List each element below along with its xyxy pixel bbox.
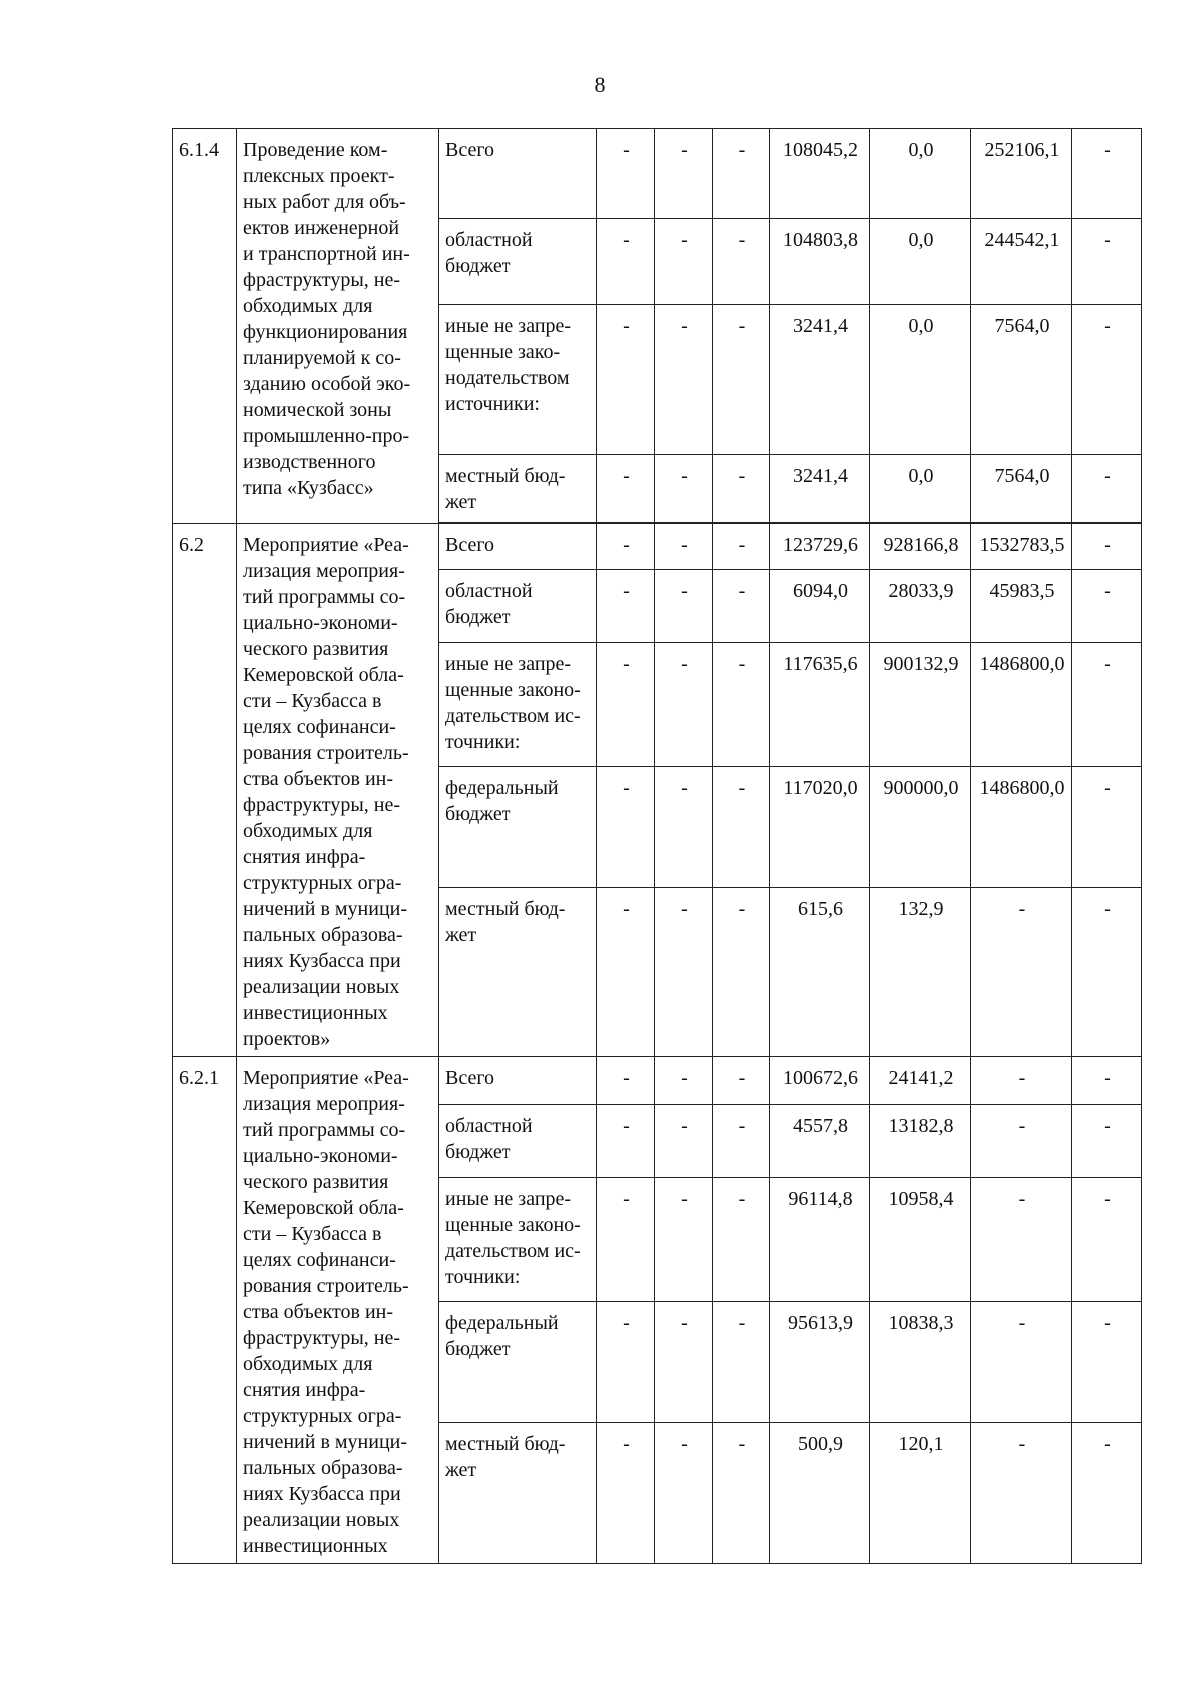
table-cell: - [1072,455,1142,523]
table-cell: - [655,1105,713,1177]
table-cell: - [971,1423,1072,1564]
table-cell: - [597,524,655,570]
funding-source: Всего [439,524,597,570]
table-row [173,129,1142,219]
table-cell: - [1072,888,1142,1057]
table-cell: - [1072,1423,1142,1564]
table-cell: - [713,455,770,523]
table-cell: 104803,8 [770,219,870,305]
table-cell: - [655,129,713,219]
table-cell: - [597,767,655,888]
funding-source: областной бюджет [439,1105,597,1177]
table-cell: 117635,6 [770,642,870,767]
funding-source: местный бюд- жет [439,1423,597,1564]
table-cell: - [971,1177,1072,1302]
table-cell: 615,6 [770,888,870,1057]
table-cell: 96114,8 [770,1177,870,1302]
table-cell: 928166,8 [870,524,971,570]
table-cell: - [1072,219,1142,305]
table-row [173,524,1142,570]
funding-source: иные не запре- щенные законо- дательством ис- точники: [439,1177,597,1302]
table-cell: - [713,1423,770,1564]
table-cell: 123729,6 [770,524,870,570]
table-cell: 1486800,0 [971,642,1072,767]
table-cell: - [655,1423,713,1564]
table-cell: - [597,219,655,305]
table-cell: - [1072,1057,1142,1105]
table-cell: - [655,767,713,888]
table-cell: - [655,455,713,523]
table-cell: 28033,9 [870,570,971,642]
table-cell: - [713,642,770,767]
funding-source: местный бюд- жет [439,888,597,1057]
table-cell: 117020,0 [770,767,870,888]
table-cell: - [713,1105,770,1177]
funding-source: областной бюджет [439,219,597,305]
table-cell: - [1072,1302,1142,1423]
table-cell: - [597,1105,655,1177]
table-cell: - [1072,767,1142,888]
table-cell: 0,0 [870,219,971,305]
table-cell: - [655,570,713,642]
table-cell: 132,9 [870,888,971,1057]
table-cell: 13182,8 [870,1105,971,1177]
table-cell: - [713,570,770,642]
item-code: 6.2 [173,524,237,1057]
table-cell: - [713,219,770,305]
table-cell: - [655,642,713,767]
table-cell: 108045,2 [770,129,870,219]
table-cell: 7564,0 [971,455,1072,523]
item-title: Мероприятие «Реа- лизация мероприя- тий программы со- циально-экономи- ческого развития Кемеровской обла- сти – Кузбасса в целях софинанси- рования строитель- ства объектов ин- фраструктуры, не- обходимых для снятия инфра- структурных огра- ничений в муници- пальных образова- ниях Кузбасса при реализации новых инвестиционных проектов» [237,524,439,1057]
funding-source: Всего [439,1057,597,1105]
table-cell: - [1072,1177,1142,1302]
table-cell: - [655,524,713,570]
table-cell: 3241,4 [770,455,870,523]
table-cell: 100672,6 [770,1057,870,1105]
table-cell: - [971,888,1072,1057]
table-cell: 10838,3 [870,1302,971,1423]
table-cell: - [713,129,770,219]
funding-source: иные не запре- щенные зако- нодательством источники: [439,305,597,455]
table-row [173,1057,1142,1105]
table-cell: - [713,1302,770,1423]
funding-source: Всего [439,129,597,219]
item-title: Мероприятие «Реа- лизация мероприя- тий программы со- циально-экономи- ческого развития Кемеровской обла- сти – Кузбасса в целях софинанси- рования строитель- ства объектов ин- фраструктуры, не- обходимых для снятия инфра- структурных огра- ничений в муници- пальных образова- ниях Кузбасса при реализации новых инвестиционных [237,1057,439,1564]
item-code: 6.2.1 [173,1057,237,1564]
table-cell: - [597,305,655,455]
table-cell: - [597,888,655,1057]
table-cell: - [597,1177,655,1302]
table-cell: 1486800,0 [971,767,1072,888]
table-cell: 3241,4 [770,305,870,455]
budget-table [172,128,1142,1564]
table-cell: 45983,5 [971,570,1072,642]
funding-source: областной бюджет [439,570,597,642]
table-cell: - [1072,570,1142,642]
table-cell: - [713,305,770,455]
table-cell: 252106,1 [971,129,1072,219]
table-cell: - [655,1177,713,1302]
table-cell: - [971,1302,1072,1423]
table-cell: - [713,1057,770,1105]
table-cell: - [655,219,713,305]
table-cell: - [597,129,655,219]
page-number: 8 [594,72,606,97]
table-cell: - [971,1105,1072,1177]
table-cell: 0,0 [870,455,971,523]
funding-source: федеральный бюджет [439,767,597,888]
table-cell: - [597,1057,655,1105]
table-cell: 900132,9 [870,642,971,767]
table-cell: - [1072,524,1142,570]
item-title: Проведение ком- плексных проект- ных работ для объ- ектов инженерной и транспортной ин- фраструктуры, не- обходимых для функционирования планируемой к со- зданию особой эко- номической зоны промышленно-про- изводственного типа «Кузбасс» [237,129,439,524]
table-cell: - [655,305,713,455]
table-cell: - [1072,1105,1142,1177]
table-cell: 120,1 [870,1423,971,1564]
table-cell: 500,9 [770,1423,870,1564]
table-cell: 0,0 [870,129,971,219]
table-cell: 6094,0 [770,570,870,642]
table-cell: 0,0 [870,305,971,455]
table-cell: - [1072,642,1142,767]
item-code: 6.1.4 [173,129,237,524]
table-cell: 24141,2 [870,1057,971,1105]
table-cell: 4557,8 [770,1105,870,1177]
table-cell: - [597,642,655,767]
table-cell: - [1072,129,1142,219]
table-cell: - [597,570,655,642]
table-cell: - [655,1302,713,1423]
table-cell: - [1072,305,1142,455]
funding-source: иные не запре- щенные законо- дательством ис- точники: [439,642,597,767]
table-cell: 900000,0 [870,767,971,888]
funding-source: федеральный бюджет [439,1302,597,1423]
table-cell: 244542,1 [971,219,1072,305]
table-cell: - [597,455,655,523]
table-cell: - [713,1177,770,1302]
table-cell: - [597,1423,655,1564]
table-cell: 10958,4 [870,1177,971,1302]
table-cell: 7564,0 [971,305,1072,455]
table-cell: - [655,888,713,1057]
funding-source: местный бюд- жет [439,455,597,523]
table-cell: - [971,1057,1072,1105]
table-cell: - [713,524,770,570]
table-cell: - [713,767,770,888]
table-cell: 1532783,5 [971,524,1072,570]
table-cell: 95613,9 [770,1302,870,1423]
table-cell: - [597,1302,655,1423]
table-cell: - [655,1057,713,1105]
table-cell: - [713,888,770,1057]
